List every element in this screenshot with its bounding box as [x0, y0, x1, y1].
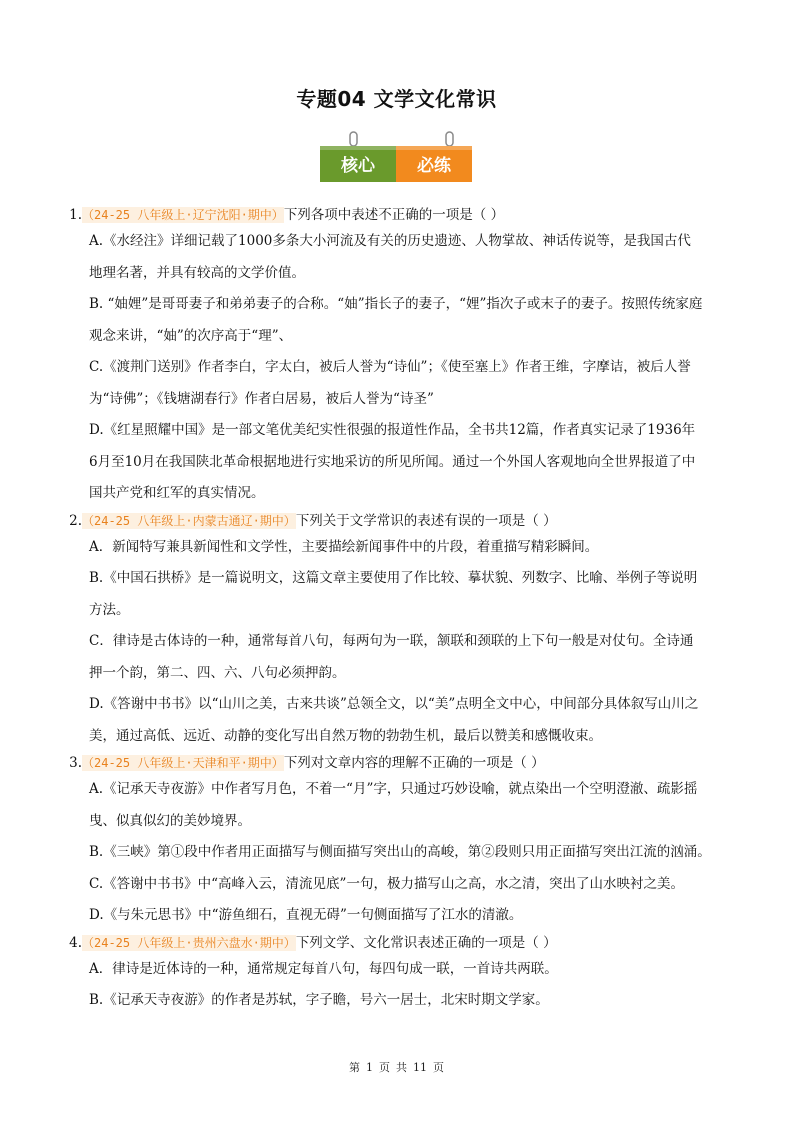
question-number: 1.: [69, 207, 82, 223]
page-number: 1: [366, 1061, 373, 1074]
option-line: 曳、似真似幻的美妙境界。: [89, 812, 251, 829]
question-stem: 下列关于文学常识的表述有误的一项是（ ）: [295, 512, 557, 529]
option-line: B.《三峡》第①段中作者用正面描写与侧面描写突出山的高峻，第②段则只用正面描写突出江流的汹涌。: [89, 844, 711, 860]
option-line: 6月至10月在我国陕北革命根据地进行实地采访的所见所闻。通过一个外国人客观地向全世界报道了中: [89, 453, 696, 470]
option-line: C.《渡荆门送别》作者李白，字太白，被后人誉为“诗仙”；《使至塞上》作者王维，字摩诘，被后人誉: [89, 359, 691, 375]
option-line: 美，通过高低、远近、动静的变化写出自然万物的勃勃生机，最后以赞美和感慨收束。: [89, 727, 602, 744]
question-2: [62, 510, 732, 753]
question-stem: 下列文学、文化常识表述正确的一项是（ ）: [295, 934, 557, 951]
question-stem: 下列对文章内容的理解不正确的一项是（ ）: [283, 755, 545, 771]
question-list: [62, 204, 732, 1017]
question-stem: 下列各项中表述不正确的一项是（ ）: [283, 207, 505, 223]
option-line: D.《与朱元思书》中“游鱼细石，直视无碍”一句侧面描写了江水的清澈。: [89, 907, 523, 923]
question-source: （24-25 八年级上·贵州六盘水·期中）: [82, 935, 296, 950]
option-line: B.《记承天寺夜游》的作者是苏轼，字子瞻，号六一居士，北宋时期文学家。: [89, 992, 549, 1008]
option-line: C.《答谢中书书》中“高峰入云，清流见底”一句，极力描写山之高，水之清，突出了山水映衬之美。: [89, 875, 684, 892]
option-line: D.《答谢中书书》以“山川之美，古来共谈”总领全文，以“美”点明全文中心，中间部分具体叙写山川之: [89, 696, 699, 712]
question-stem-line: [62, 510, 732, 532]
option-line: B. “妯娌”是哥哥妻子和弟弟妻子的合称。“妯”指长子的妻子，“娌”指次子或末子的妻子。按照传统家庭: [89, 296, 703, 312]
option-line: B.《中国石拱桥》是一篇说明文，这篇文章主要使用了作比较、摹状貌、列数字、比喻、举例子等说明: [89, 570, 698, 586]
option-line: A.《水经注》详细记载了1000多条大小河流及有关的历史遗迹、人物掌故、神话传说等，是我国古代: [89, 233, 691, 249]
option-line: A．新闻特写兼具新闻性和文学性，主要描绘新闻事件中的片段，着重描写精彩瞬间。: [89, 538, 599, 555]
option-line: 方法。: [89, 601, 130, 618]
page-total: 11: [413, 1061, 427, 1074]
question-4: [62, 932, 732, 1017]
question-source: （24-25 八年级上·天津和平·期中）: [82, 756, 284, 770]
question-1: [62, 204, 732, 510]
badge-right-text: 必练: [417, 156, 451, 176]
option-line: A．律诗是近体诗的一种，通常规定每首八句，每四句成一联，一首诗共两联。: [89, 960, 558, 977]
page-footer: 第 1 页 共 11 页: [349, 1061, 444, 1074]
question-source: （24-25 八年级上·辽宁沈阳·期中）: [82, 208, 284, 222]
question-stem-line: [62, 204, 732, 226]
option-line: 押一个韵，第二、四、六、八句必须押韵。: [89, 664, 346, 681]
question-number: 2.: [69, 512, 82, 529]
page-title: 专题04 文学文化常识: [296, 87, 497, 111]
paper-clip-icon: [350, 132, 453, 146]
option-line: 地理名著，并具有较高的文学价值。: [89, 264, 305, 281]
question-number: 3.: [69, 755, 82, 771]
core-practice-badge: [320, 130, 472, 186]
question-stem-line: [62, 932, 732, 954]
question-source: （24-25 八年级上·内蒙古通辽·期中）: [82, 513, 296, 528]
question-number: 4.: [69, 934, 82, 951]
option-line: 为“诗佛”；《钱塘湖春行》作者白居易，被后人誉为“诗圣”: [89, 390, 434, 407]
option-line: A.《记承天寺夜游》中作者写月色，不着一“月”字，只通过巧妙设喻，就点染出一个空明澄澈、疏影摇: [89, 781, 698, 797]
question-stem-line: [62, 752, 732, 774]
option-line: C．律诗是古体诗的一种，通常每首八句，每两句为一联，颔联和颈联的上下句一般是对仗句。全诗通: [89, 633, 694, 649]
option-line: D.《红星照耀中国》是一部文笔优美纪实性很强的报道性作品，全书共12篇，作者真实记录了1936年: [89, 422, 696, 438]
badge-left-text: 核心: [341, 156, 375, 176]
option-line: 观念来讲，“妯”的次序高于“理”、: [89, 327, 293, 344]
question-3: [62, 752, 732, 932]
option-line: 国共产党和红军的真实情况。: [89, 485, 265, 501]
